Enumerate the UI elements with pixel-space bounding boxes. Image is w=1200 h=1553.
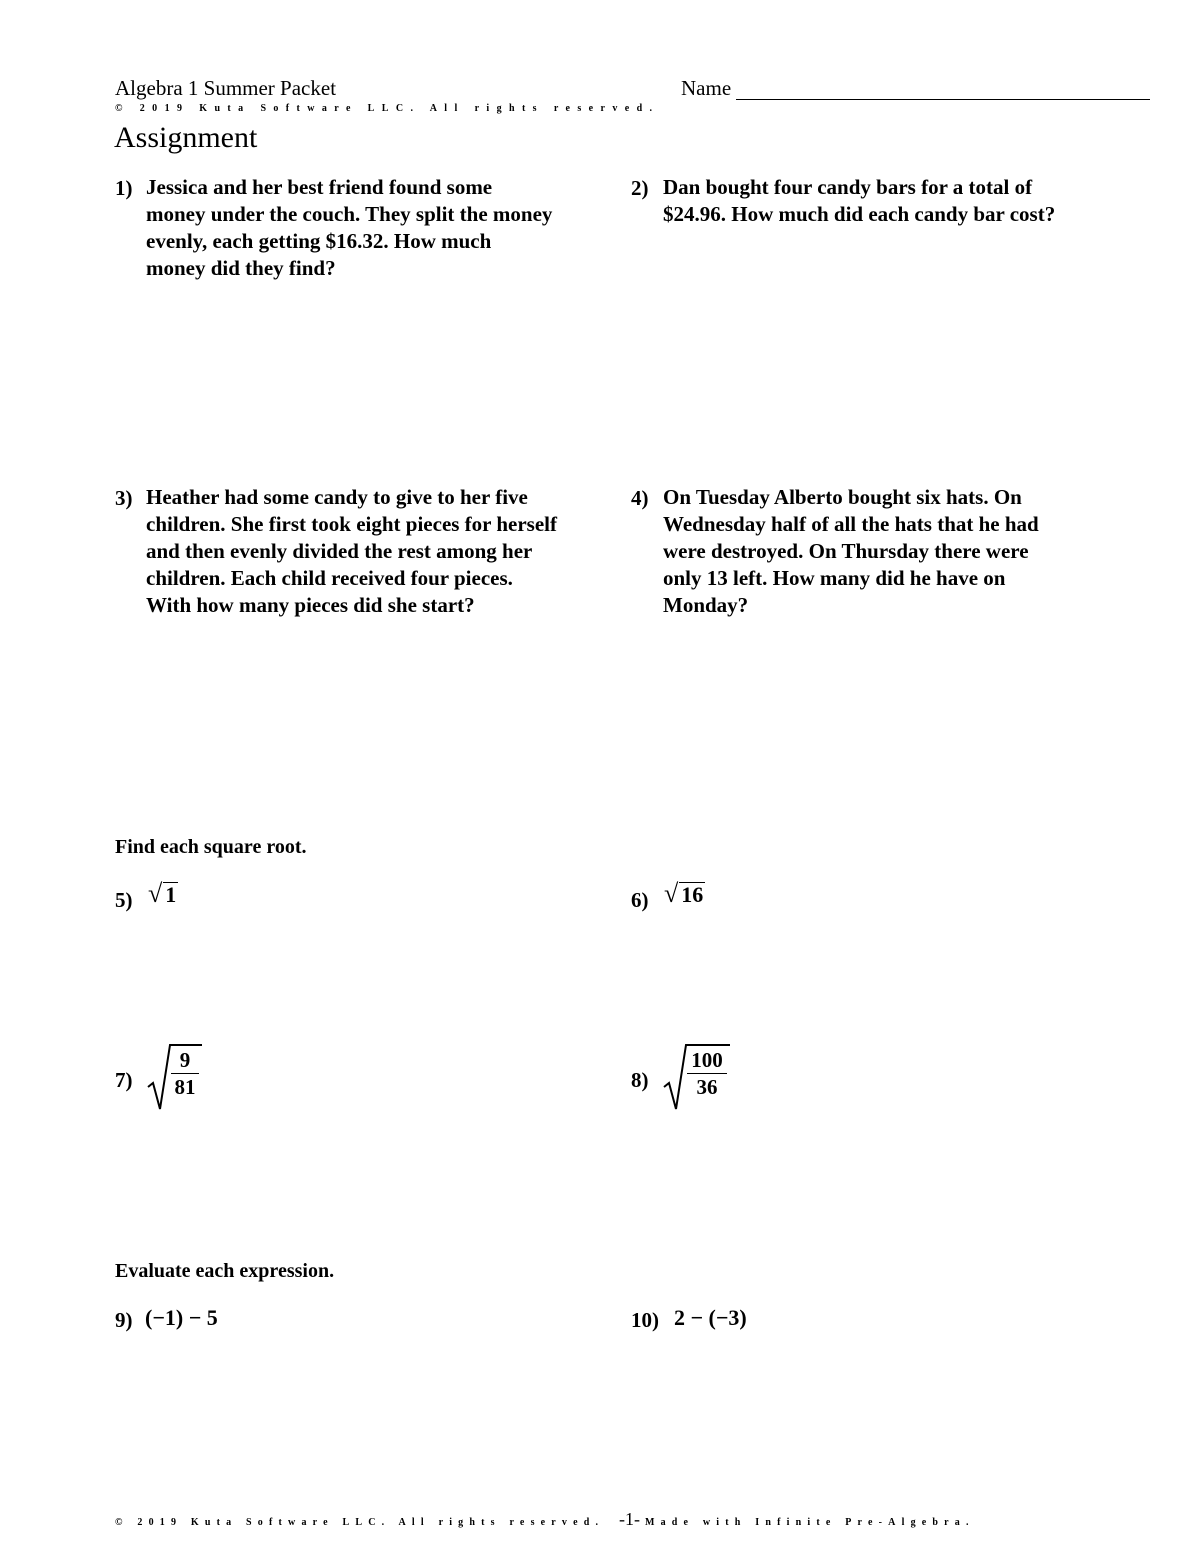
problem-4-text: On Tuesday Alberto bought six hats. On Wednesday half of all the hats that he had were destroyed. On Thursday there were only 13 left. How many did he have on Monday? xyxy=(663,485,1039,617)
footer-copyright-text: © 2019 Kuta Software LLC. All rights reserved. xyxy=(115,1517,605,1528)
problem-2-number: 2) xyxy=(631,176,649,200)
problem-5-number: 5) xyxy=(115,888,133,912)
problem-6-radicand: 16 xyxy=(681,882,704,907)
problem-1-text: Jessica and her best friend found some money under the couch. They split the money evenly, each getting $16.32. How much money did they find? xyxy=(146,175,553,280)
problem-5-radicand: 1 xyxy=(165,882,177,907)
name-blank-line[interactable] xyxy=(736,99,1150,100)
problem-6-sqrt xyxy=(664,879,705,908)
problem-10-number: 10) xyxy=(631,1308,659,1332)
assignment-title: Assignment xyxy=(114,121,258,154)
name-label: Name xyxy=(681,76,732,100)
page-number: -1- xyxy=(619,1509,640,1529)
footer-copyright xyxy=(115,1517,975,1528)
problem-8-sqrt xyxy=(662,1043,734,1113)
problem-3-text: Heather had some candy to give to her five children. She first took eight pieces for herself and then evenly divided the rest among her children. Each child received four pieces. With how many pieces did she start? xyxy=(146,485,558,617)
square-root-instruction: Find each square root. xyxy=(115,836,307,858)
footer-made-with: Made with Infinite Pre-Algebra. xyxy=(644,1517,975,1528)
problem-8-numerator: 100 xyxy=(691,1048,723,1072)
problem-6-number: 6) xyxy=(631,888,649,912)
problem-10-expression: 2 − (−3) xyxy=(674,1305,747,1330)
header-copyright: © 2019 Kuta Software LLC. All rights reserved. xyxy=(115,103,660,114)
problem-8-denominator: 36 xyxy=(696,1075,718,1099)
problem-1-number: 1) xyxy=(115,176,133,200)
problem-7-numerator: 9 xyxy=(179,1048,191,1072)
radical-symbol: √ xyxy=(664,879,679,908)
problem-9-number: 9) xyxy=(115,1308,133,1332)
problem-7-denominator: 81 xyxy=(174,1075,196,1099)
problem-5-sqrt xyxy=(148,879,178,908)
problem-8-number: 8) xyxy=(631,1068,649,1092)
radical-symbol: √ xyxy=(148,879,163,908)
problem-9-expression: (−1) − 5 xyxy=(145,1305,218,1330)
problem-3-number: 3) xyxy=(115,486,133,510)
problem-7-sqrt xyxy=(146,1043,206,1113)
problem-8-fraction xyxy=(687,1047,727,1100)
expression-instruction: Evaluate each expression. xyxy=(115,1260,335,1282)
problem-7-fraction xyxy=(171,1047,199,1100)
packet-title: Algebra 1 Summer Packet xyxy=(115,76,337,100)
problem-4-number: 4) xyxy=(631,486,649,510)
problem-2-text: Dan bought four candy bars for a total of $24.96. How much did each candy bar cost? xyxy=(663,175,1056,226)
problem-7-number: 7) xyxy=(115,1068,133,1092)
